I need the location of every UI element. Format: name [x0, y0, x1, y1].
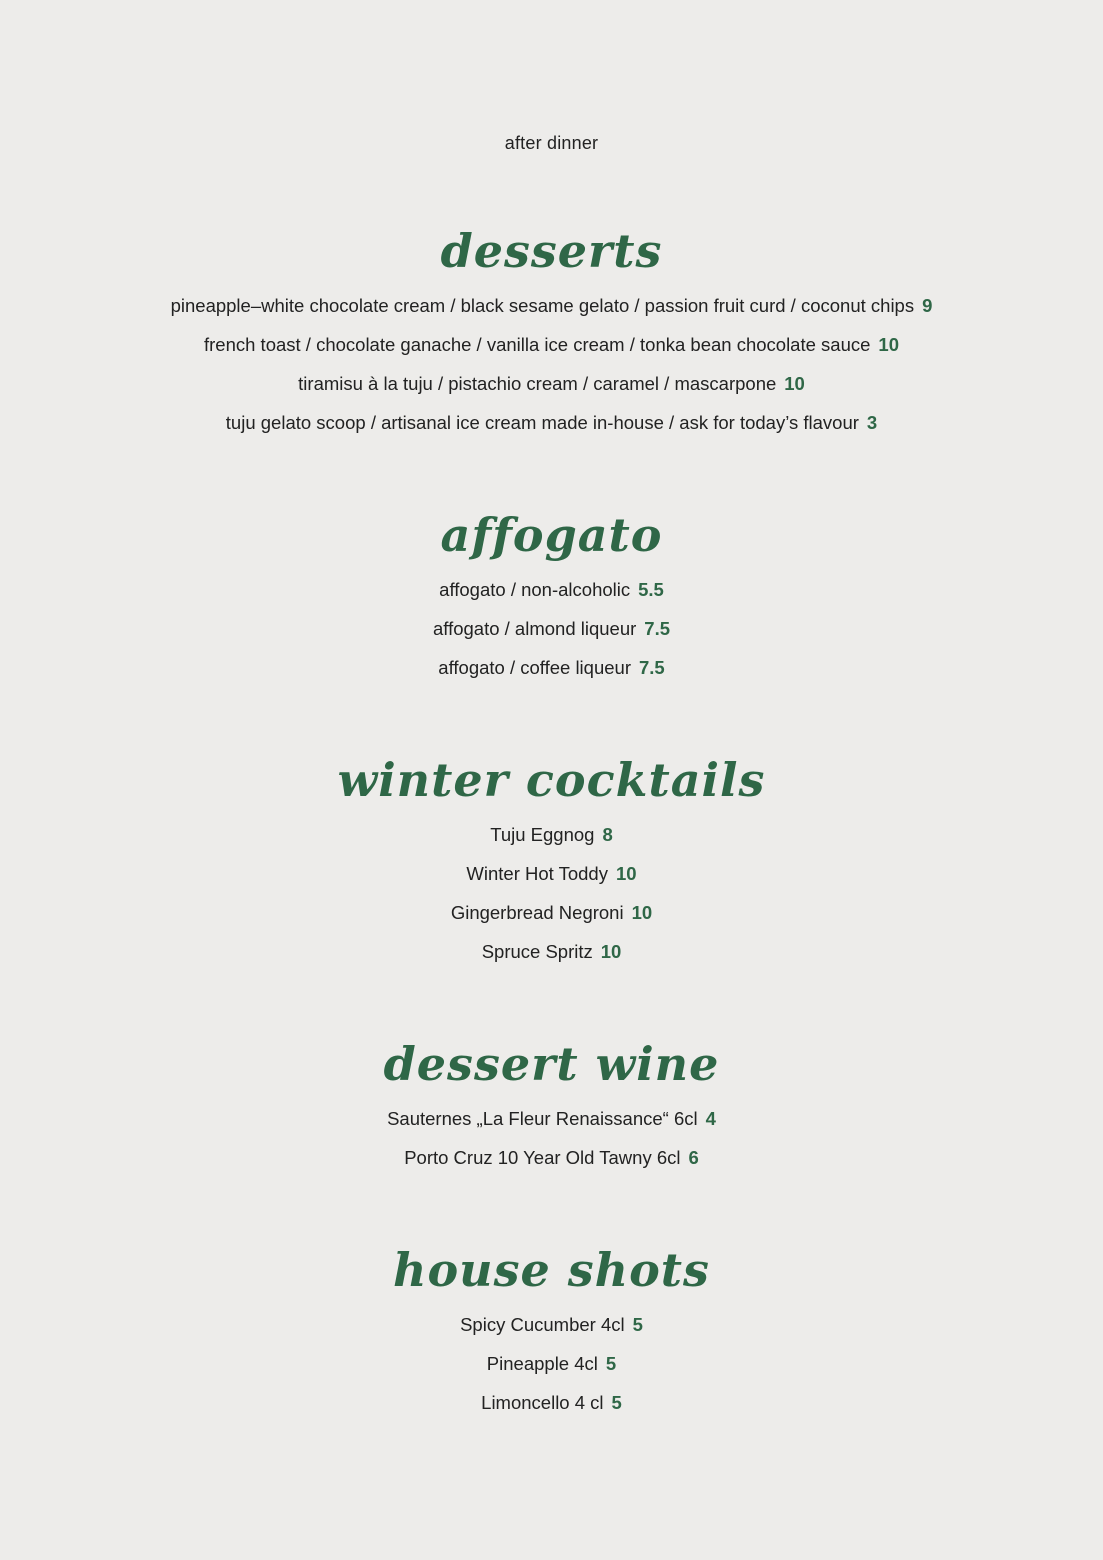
section-title: winter cocktails	[337, 753, 766, 807]
item-name: pineapple–white chocolate cream / black sesame gelato / passion fruit curd / coconut chips	[170, 295, 915, 316]
item-name: Gingerbread Negroni	[450, 902, 624, 923]
item-list	[0, 570, 1103, 687]
item-price: 7.5	[638, 657, 665, 678]
item-price: 10	[784, 373, 805, 394]
item-list	[0, 286, 1103, 442]
section-desserts	[0, 224, 1103, 442]
item-name: Pineapple 4cl	[486, 1353, 598, 1374]
item-list	[0, 1305, 1103, 1422]
page-title: after dinner	[504, 133, 599, 153]
menu-item	[0, 815, 1103, 854]
section-title: desserts	[440, 224, 663, 278]
item-name: Limoncello 4 cl	[481, 1392, 604, 1413]
item-price: 10	[600, 941, 622, 962]
item-price: 5	[632, 1314, 643, 1335]
menu-item	[0, 1138, 1103, 1177]
section-affogato	[0, 508, 1103, 687]
item-name: Winter Hot Toddy	[466, 863, 608, 884]
item-price: 3	[866, 412, 878, 433]
section-title: house shots	[393, 1243, 710, 1297]
menu-item	[0, 570, 1103, 609]
item-name: Porto Cruz 10 Year Old Tawny 6cl	[404, 1147, 681, 1168]
section-house-shots	[0, 1243, 1103, 1422]
item-price: 8	[602, 824, 613, 845]
menu-item	[0, 1099, 1103, 1138]
item-name: tiramisu à la tuju / pistachio cream / caramel / mascarpone	[298, 373, 777, 394]
item-name: Spicy Cucumber 4cl	[460, 1314, 625, 1335]
section-winter-cocktails	[0, 753, 1103, 971]
menu-item	[0, 325, 1103, 364]
item-price: 7.5	[644, 618, 671, 639]
menu-item	[0, 932, 1103, 971]
item-price: 4	[705, 1108, 716, 1129]
item-price: 10	[631, 902, 653, 923]
item-price: 5.5	[638, 579, 664, 600]
item-price: 9	[922, 295, 933, 316]
section-title: affogato	[440, 508, 663, 562]
item-price: 10	[878, 334, 899, 355]
item-name: Sauternes „La Fleur Renaissance“ 6cl	[387, 1108, 698, 1129]
item-price: 5	[611, 1392, 622, 1413]
menu-item	[0, 648, 1103, 687]
section-title: dessert wine	[383, 1037, 720, 1091]
item-price: 5	[605, 1353, 617, 1374]
item-name: affogato / coffee liqueur	[438, 657, 631, 678]
item-name: french toast / chocolate ganache / vanilla ice cream / tonka bean chocolate sauce	[204, 334, 871, 355]
item-list	[0, 815, 1103, 971]
menu-item	[0, 1305, 1103, 1344]
menu-item	[0, 403, 1103, 442]
item-name: Spruce Spritz	[481, 941, 593, 962]
menu-item	[0, 286, 1103, 325]
menu-item	[0, 609, 1103, 648]
item-price: 6	[688, 1147, 699, 1168]
item-name: affogato / almond liqueur	[432, 618, 637, 639]
menu-item	[0, 1383, 1103, 1422]
item-price: 10	[615, 863, 637, 884]
menu-item	[0, 1344, 1103, 1383]
menu-item	[0, 364, 1103, 403]
section-dessert-wine	[0, 1037, 1103, 1177]
item-name: Tuju Eggnog	[490, 824, 595, 845]
menu-item	[0, 893, 1103, 932]
menu-item	[0, 854, 1103, 893]
item-name: tuju gelato scoop / artisanal ice cream made in-house / ask for today’s flavour	[225, 412, 859, 433]
item-name: affogato / non-alcoholic	[439, 579, 631, 600]
item-list	[0, 1099, 1103, 1177]
